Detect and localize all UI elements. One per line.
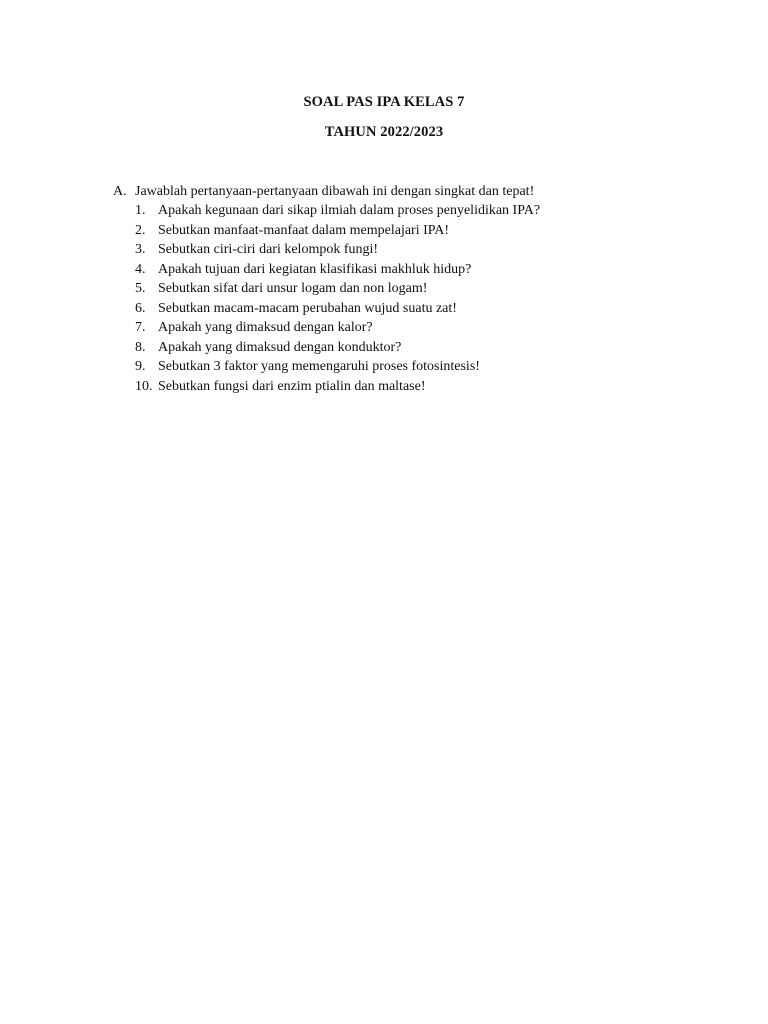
question-number: 10. <box>135 378 153 394</box>
section-marker: A. <box>113 184 127 199</box>
question-number: 5. <box>135 281 146 296</box>
document-year: TAHUN 2022/2023 <box>324 124 444 140</box>
question-item <box>135 377 695 397</box>
section-header <box>113 182 673 202</box>
question-number: 1. <box>135 203 146 218</box>
question-text: Sebutkan ciri-ciri dari kelompok fungi! <box>158 242 379 257</box>
question-item <box>135 299 695 319</box>
section-a <box>113 182 673 202</box>
section-instruction: Jawablah pertanyaan-pertanyaan dibawah ini dengan singkat dan tepat! <box>135 184 535 199</box>
question-text: Sebutkan 3 faktor yang memengaruhi proses fotosintesis! <box>158 359 480 374</box>
question-item <box>135 318 695 338</box>
question-number: 9. <box>135 359 146 374</box>
question-text: Apakah yang dimaksud dengan konduktor? <box>158 339 402 355</box>
question-number: 8. <box>135 339 146 355</box>
question-number: 2. <box>135 222 146 238</box>
question-item <box>135 240 695 260</box>
question-text: Sebutkan sifat dari unsur logam dan non logam! <box>158 281 428 296</box>
question-text: Apakah yang dimaksud dengan kalor? <box>158 320 373 335</box>
question-number: 3. <box>135 242 146 257</box>
question-item <box>135 201 695 221</box>
question-text: Apakah kegunaan dari sikap ilmiah dalam proses penyelidikan IPA? <box>158 203 541 218</box>
question-item <box>135 338 695 358</box>
question-number: 4. <box>135 261 146 277</box>
question-number: 7. <box>135 320 146 335</box>
question-text: Sebutkan fungsi dari enzim ptialin dan maltase! <box>158 378 426 394</box>
question-text: Sebutkan macam-macam perubahan wujud suatu zat! <box>158 300 457 316</box>
question-item <box>135 221 695 241</box>
document-title: SOAL PAS IPA KELAS 7 <box>303 94 465 110</box>
question-item <box>135 357 695 377</box>
question-text: Apakah tujuan dari kegiatan klasifikasi makhluk hidup? <box>158 261 472 277</box>
question-item <box>135 279 695 299</box>
question-item <box>135 260 695 280</box>
question-number: 6. <box>135 300 146 316</box>
question-list <box>135 201 695 396</box>
question-text: Sebutkan manfaat-manfaat dalam mempelajari IPA! <box>158 222 450 238</box>
